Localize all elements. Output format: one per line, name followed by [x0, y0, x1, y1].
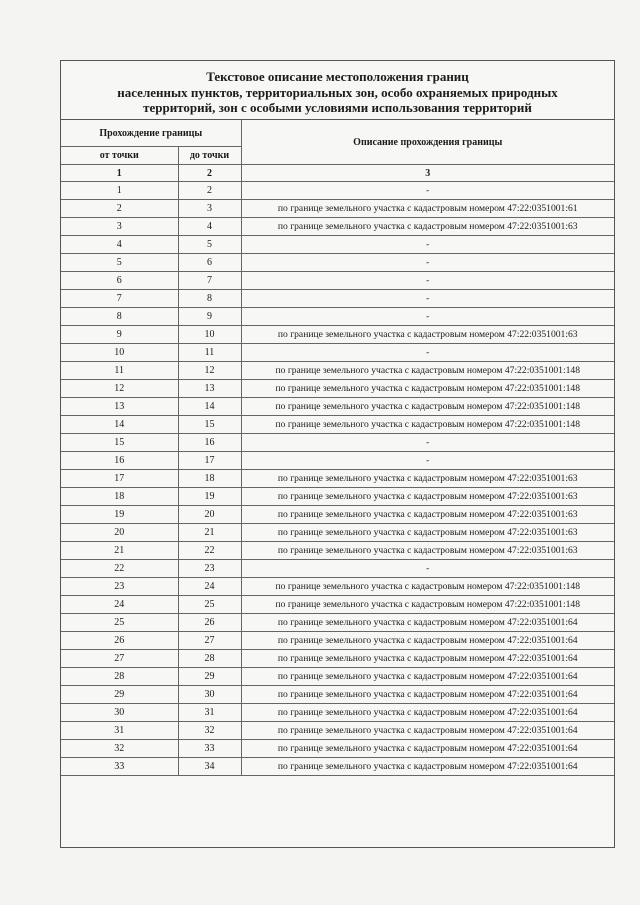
table-row [61, 560, 614, 578]
cell-description: - [241, 182, 614, 200]
cell-description: по границе земельного участка с кадастровым номером 47:22:0351001:63 [241, 326, 614, 344]
title-line-2: населенных пунктов, территориальных зон, особо охраняемых природных [117, 84, 558, 100]
cell-to: 10 [178, 326, 241, 344]
cell-to: 14 [178, 398, 241, 416]
cell-to: 23 [178, 560, 241, 578]
table-row [61, 488, 614, 506]
table-row [61, 524, 614, 542]
table-row [61, 290, 614, 308]
cell-to: 8 [178, 290, 241, 308]
cell-description: - [241, 290, 614, 308]
cell-from: 33 [61, 758, 178, 776]
table-row [61, 704, 614, 722]
table-row [61, 362, 614, 380]
cell-from: 1 [61, 182, 178, 200]
cell-description: - [241, 452, 614, 470]
cell-to: 20 [178, 506, 241, 524]
cell-from: 10 [61, 344, 178, 362]
cell-to: 16 [178, 434, 241, 452]
cell-from: 15 [61, 434, 178, 452]
cell-from: 21 [61, 542, 178, 560]
cell-from: 27 [61, 650, 178, 668]
table-row [61, 506, 614, 524]
table-row [61, 236, 614, 254]
cell-description: по границе земельного участка с кадастровым номером 47:22:0351001:148 [241, 398, 614, 416]
cell-from: 12 [61, 380, 178, 398]
cell-description: по границе земельного участка с кадастровым номером 47:22:0351001:63 [241, 524, 614, 542]
cell-to: 26 [178, 614, 241, 632]
table-row [61, 758, 614, 776]
cell-from: 11 [61, 362, 178, 380]
cell-from: 2 [61, 200, 178, 218]
header-num-1: 1 [61, 165, 178, 182]
cell-from: 19 [61, 506, 178, 524]
cell-from: 25 [61, 614, 178, 632]
table-body [61, 182, 614, 776]
cell-from: 30 [61, 704, 178, 722]
document-title [61, 61, 614, 120]
cell-to: 15 [178, 416, 241, 434]
cell-from: 26 [61, 632, 178, 650]
cell-to: 4 [178, 218, 241, 236]
cell-to: 30 [178, 686, 241, 704]
cell-from: 31 [61, 722, 178, 740]
cell-to: 22 [178, 542, 241, 560]
cell-to: 2 [178, 182, 241, 200]
cell-description: по границе земельного участка с кадастровым номером 47:22:0351001:64 [241, 614, 614, 632]
cell-from: 14 [61, 416, 178, 434]
cell-from: 17 [61, 470, 178, 488]
table-row [61, 200, 614, 218]
cell-from: 29 [61, 686, 178, 704]
cell-description: по границе земельного участка с кадастровым номером 47:22:0351001:148 [241, 380, 614, 398]
cell-from: 16 [61, 452, 178, 470]
cell-to: 25 [178, 596, 241, 614]
title-line-3: территорий, зон с особыми условиями использования территорий [143, 100, 532, 115]
cell-from: 6 [61, 272, 178, 290]
cell-description: по границе земельного участка с кадастровым номером 47:22:0351001:61 [241, 200, 614, 218]
cell-description: по границе земельного участка с кадастровым номером 47:22:0351001:64 [241, 686, 614, 704]
header-num-2: 2 [178, 165, 241, 182]
cell-to: 17 [178, 452, 241, 470]
boundary-table [61, 120, 614, 776]
cell-description: - [241, 344, 614, 362]
cell-from: 13 [61, 398, 178, 416]
table-row [61, 398, 614, 416]
cell-to: 7 [178, 272, 241, 290]
table-row [61, 344, 614, 362]
table-row [61, 416, 614, 434]
cell-from: 18 [61, 488, 178, 506]
cell-from: 7 [61, 290, 178, 308]
table-row [61, 308, 614, 326]
cell-to: 5 [178, 236, 241, 254]
header-to: до точки [178, 147, 241, 165]
cell-to: 28 [178, 650, 241, 668]
header-passage: Прохождение границы [61, 120, 241, 147]
cell-to: 3 [178, 200, 241, 218]
cell-description: - [241, 236, 614, 254]
cell-description: по границе земельного участка с кадастровым номером 47:22:0351001:64 [241, 632, 614, 650]
cell-to: 9 [178, 308, 241, 326]
header-num-3: 3 [241, 165, 614, 182]
table-row [61, 254, 614, 272]
cell-from: 24 [61, 596, 178, 614]
header-from: от точки [61, 147, 178, 165]
table-row [61, 434, 614, 452]
cell-to: 33 [178, 740, 241, 758]
cell-description: по границе земельного участка с кадастровым номером 47:22:0351001:64 [241, 668, 614, 686]
table-row [61, 614, 614, 632]
cell-from: 32 [61, 740, 178, 758]
cell-description: - [241, 272, 614, 290]
cell-description: по границе земельного участка с кадастровым номером 47:22:0351001:64 [241, 740, 614, 758]
table-row [61, 632, 614, 650]
cell-description: по границе земельного участка с кадастровым номером 47:22:0351001:63 [241, 488, 614, 506]
cell-from: 9 [61, 326, 178, 344]
cell-from: 20 [61, 524, 178, 542]
cell-to: 24 [178, 578, 241, 596]
cell-description: - [241, 560, 614, 578]
table-row [61, 740, 614, 758]
cell-from: 28 [61, 668, 178, 686]
cell-description: по границе земельного участка с кадастровым номером 47:22:0351001:148 [241, 416, 614, 434]
cell-from: 23 [61, 578, 178, 596]
table-row [61, 686, 614, 704]
cell-from: 22 [61, 560, 178, 578]
cell-to: 18 [178, 470, 241, 488]
cell-description: по границе земельного участка с кадастровым номером 47:22:0351001:64 [241, 704, 614, 722]
table-row [61, 722, 614, 740]
table-row [61, 380, 614, 398]
cell-description: по границе земельного участка с кадастровым номером 47:22:0351001:63 [241, 218, 614, 236]
table-row [61, 452, 614, 470]
table-row [61, 182, 614, 200]
table-row [61, 668, 614, 686]
cell-description: по границе земельного участка с кадастровым номером 47:22:0351001:63 [241, 470, 614, 488]
table-row [61, 470, 614, 488]
cell-from: 8 [61, 308, 178, 326]
table-row [61, 272, 614, 290]
cell-to: 19 [178, 488, 241, 506]
cell-to: 13 [178, 380, 241, 398]
cell-description: по границе земельного участка с кадастровым номером 47:22:0351001:63 [241, 506, 614, 524]
cell-to: 34 [178, 758, 241, 776]
cell-from: 5 [61, 254, 178, 272]
cell-from: 3 [61, 218, 178, 236]
cell-description: по границе земельного участка с кадастровым номером 47:22:0351001:148 [241, 578, 614, 596]
cell-description: по границе земельного участка с кадастровым номером 47:22:0351001:148 [241, 596, 614, 614]
cell-description: по границе земельного участка с кадастровым номером 47:22:0351001:64 [241, 758, 614, 776]
cell-description: по границе земельного участка с кадастровым номером 47:22:0351001:64 [241, 722, 614, 740]
cell-to: 11 [178, 344, 241, 362]
cell-description: - [241, 254, 614, 272]
cell-to: 31 [178, 704, 241, 722]
cell-to: 12 [178, 362, 241, 380]
table-row [61, 650, 614, 668]
cell-description: по границе земельного участка с кадастровым номером 47:22:0351001:148 [241, 362, 614, 380]
table-row [61, 326, 614, 344]
table-row [61, 578, 614, 596]
cell-description: - [241, 308, 614, 326]
cell-description: по границе земельного участка с кадастровым номером 47:22:0351001:63 [241, 542, 614, 560]
document-sheet [60, 60, 615, 848]
cell-description: - [241, 434, 614, 452]
cell-to: 32 [178, 722, 241, 740]
cell-to: 6 [178, 254, 241, 272]
table-row [61, 542, 614, 560]
cell-to: 29 [178, 668, 241, 686]
title-line-1: Текстовое описание местоположения границ [206, 69, 469, 84]
cell-description: по границе земельного участка с кадастровым номером 47:22:0351001:64 [241, 650, 614, 668]
table-row [61, 596, 614, 614]
cell-to: 27 [178, 632, 241, 650]
header-description: Описание прохождения границы [241, 120, 614, 165]
cell-to: 21 [178, 524, 241, 542]
cell-from: 4 [61, 236, 178, 254]
table-row [61, 218, 614, 236]
